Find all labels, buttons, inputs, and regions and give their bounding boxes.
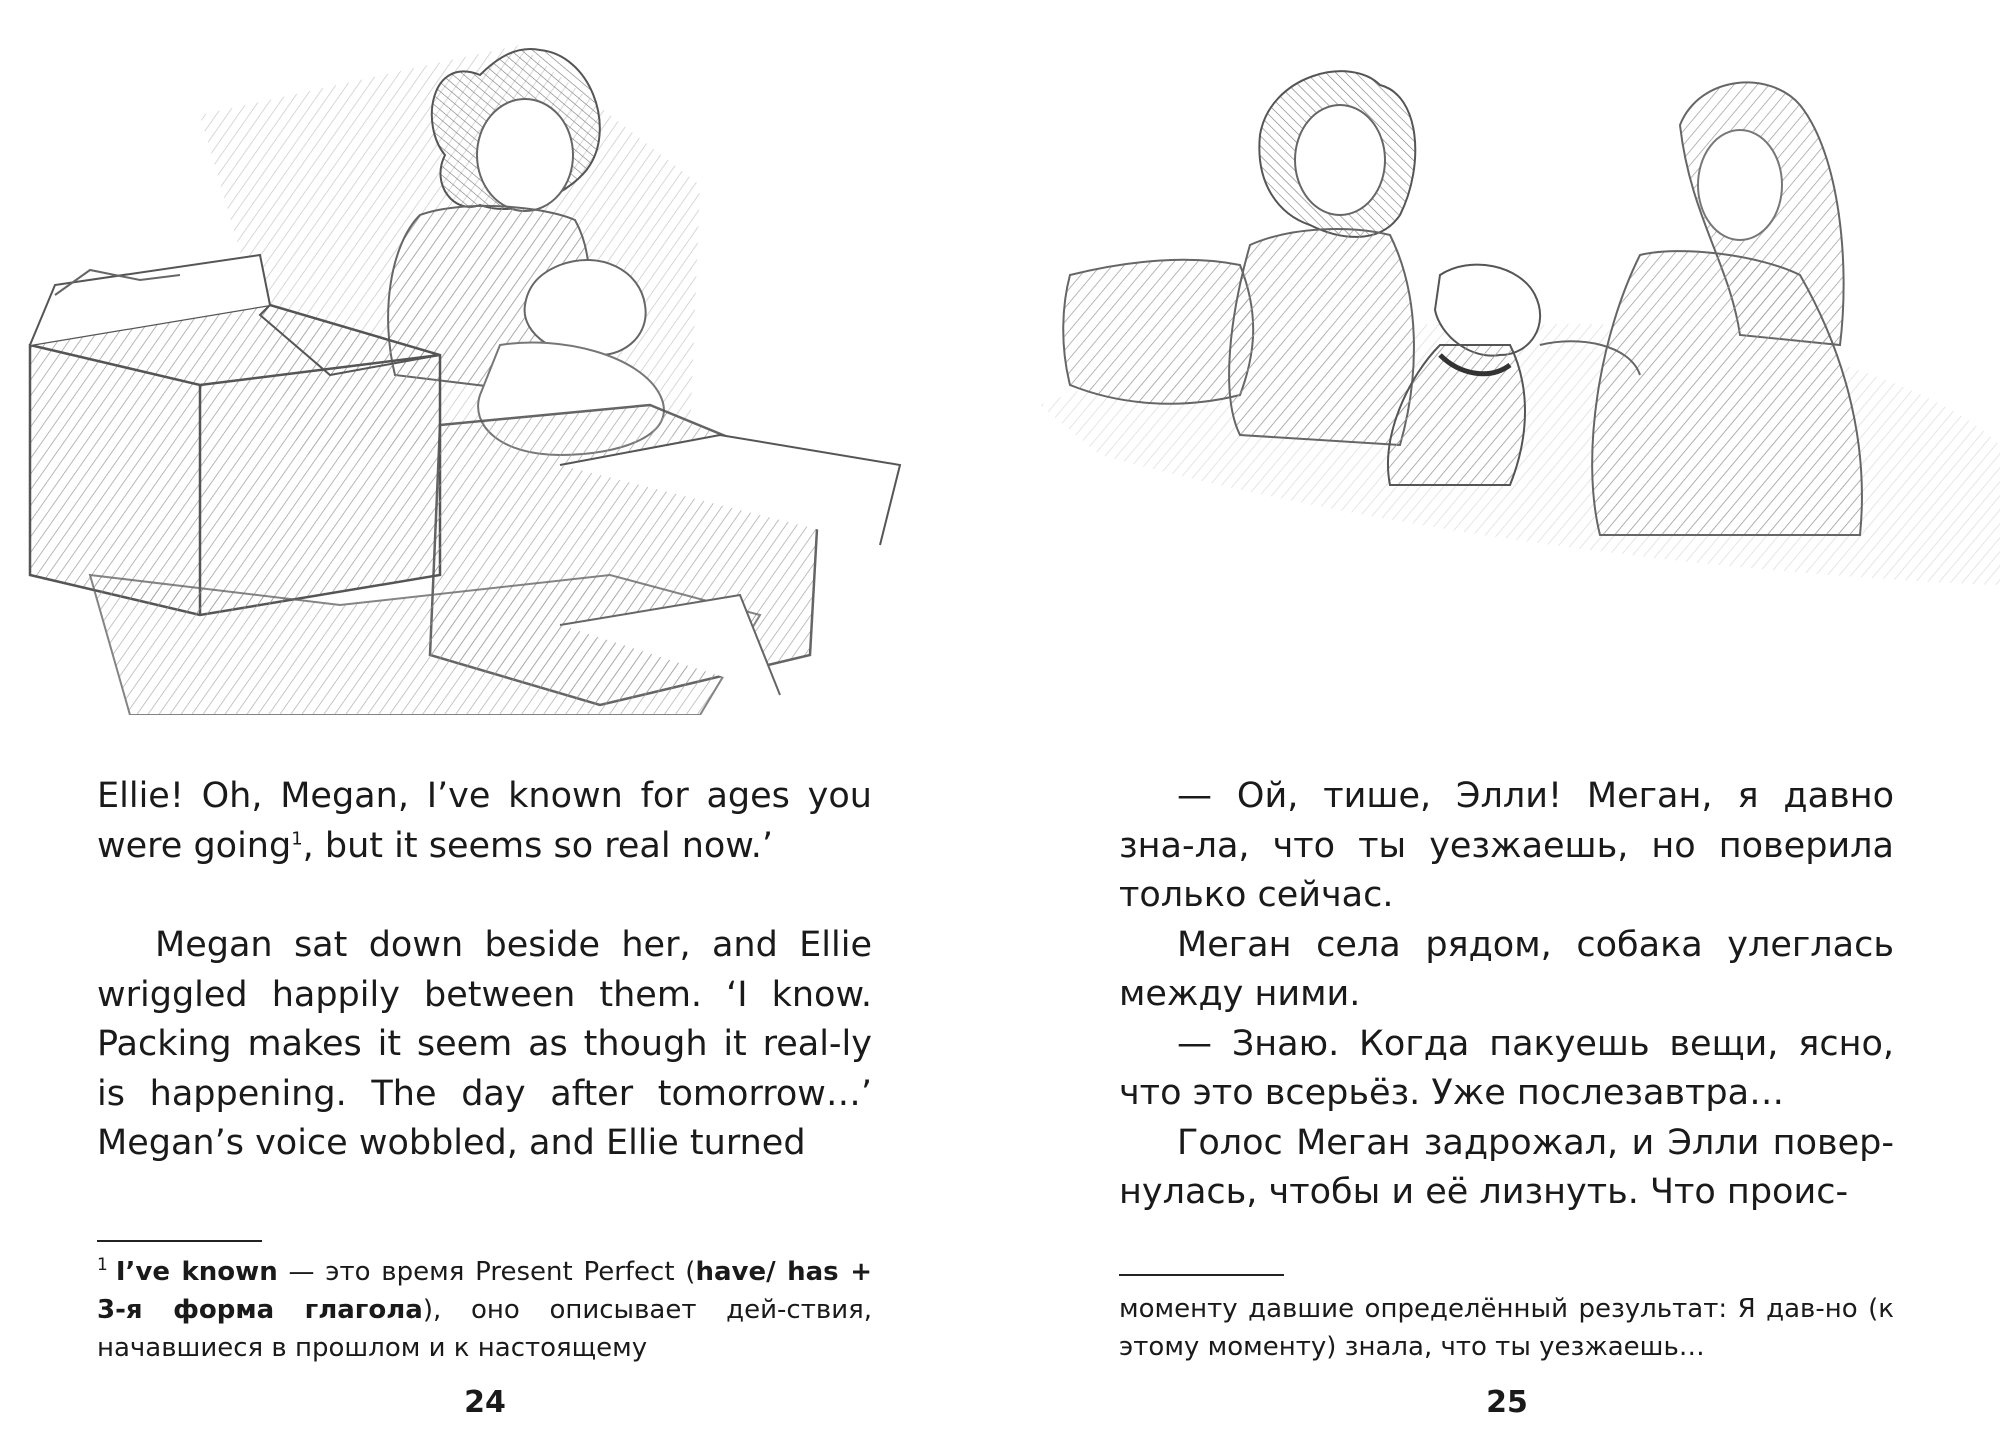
- footnote-text: моменту давшие определённый результат: Я дав-но (к этому моменту) знала, что ты уезжаешь…: [1119, 1294, 1894, 1362]
- paragraph-4: Голос Меган задрожал, и Элли повер-нулась, чтобы и её лизнуть. Что проис-: [1119, 1122, 1894, 1212]
- footnote-text-part: ), оно описывает дей-ствия, начавшиеся в прошлом и к настоящему: [97, 1295, 872, 1363]
- body-text-english: [97, 772, 872, 1169]
- paragraph-2: Megan sat down beside her, and Ellie wriggled happily between them. ‘I know. Packing makes it seem as though it real-ly is happening. The day after tomorrow…’ Megan’s voice wobbled, and Ellie turned: [97, 925, 872, 1163]
- paragraph-text: Ellie! Oh, Megan, I’ve known for ages you were going: [97, 776, 872, 866]
- footnote-divider: [1119, 1274, 1284, 1276]
- footnote-text: [97, 1253, 872, 1367]
- right-page: [1000, 0, 2000, 1435]
- page-number: 25: [1486, 1385, 1528, 1420]
- footnote-divider: [97, 1240, 262, 1242]
- footnote-1: [97, 1253, 872, 1367]
- page-number: 24: [464, 1385, 506, 1420]
- sketch-image: [1040, 15, 2000, 715]
- paragraph-3: — Знаю. Когда пакуешь вещи, ясно, что это всерьёз. Уже послезавтра…: [1119, 1023, 1894, 1113]
- footnote-marker: 1: [97, 1255, 108, 1276]
- footnote-continuation: [1119, 1290, 1894, 1366]
- paragraph-1: — Ой, тише, Элли! Меган, я давно зна-ла, что ты уезжаешь, но поверила только сейчас.: [1119, 776, 1894, 915]
- footnote-formula: have/ has + 3-я форма глагола: [97, 1257, 872, 1325]
- paragraph-2: Меган села рядом, собака улеглась между ними.: [1119, 924, 1894, 1014]
- footnote-reference[interactable]: 1: [291, 827, 303, 849]
- paragraph-1: [97, 772, 872, 871]
- body-text-russian: [1119, 772, 1894, 1218]
- illustration-girl-with-puppy: [0, 15, 985, 715]
- illustration-two-girls-with-puppy: [1040, 15, 2000, 715]
- sketch-image: [0, 15, 985, 715]
- paragraph-text-cont: , but it seems so real now.’: [302, 825, 773, 866]
- footnote-term: I’ve known: [115, 1257, 278, 1287]
- footnote-text-part: — это время Present Perfect (: [277, 1257, 696, 1287]
